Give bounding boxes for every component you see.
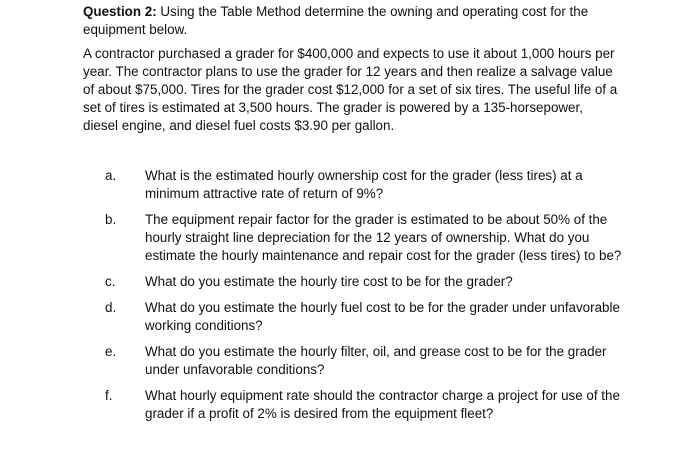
sub-question-marker: e. [105, 344, 117, 359]
sub-question-text: What do you estimate the hourly filter, oil, and grease cost to be for the grader under unfavorable conditions? [145, 344, 607, 377]
sub-question-e [105, 343, 637, 379]
sub-question-list [83, 167, 622, 423]
question-label: Question 2: [83, 4, 157, 19]
question-header [83, 3, 618, 39]
sub-question-marker: f. [105, 388, 113, 403]
sub-question-marker: a. [105, 168, 117, 183]
sub-question-text: What do you estimate the hourly tire cost to be for the grader? [145, 274, 513, 289]
sub-question-text: What hourly equipment rate should the contractor charge a project for use of the grader if a profit of 2% is desired from the equipment fleet? [145, 388, 620, 421]
sub-question-marker: b. [105, 212, 117, 227]
sub-question-text: What do you estimate the hourly fuel cost to be for the grader under unfavorable working conditions? [145, 300, 620, 333]
sub-question-marker: d. [105, 300, 117, 315]
question-prompt: Using the Table Method determine the owning and operating cost for the equipment below. [83, 4, 589, 37]
sub-question-marker: c. [105, 274, 116, 289]
problem-statement: A contractor purchased a grader for $400,000 and expects to use it about 1,000 hours per year. The contractor plans to use the grader for 12 years and then realize a salvage value of about $75,000. Tires for the grader cost $12,000 for a set of six tires. The useful life of a set of tires is estimated at 3,500 hours. The grader is powered by a 135-horsepower, diesel engine, and diesel fuel costs $3.90 per gallon. [83, 46, 618, 133]
sub-question-f [105, 387, 637, 423]
document-body [83, 3, 622, 431]
sub-question-text: The equipment repair factor for the grader is estimated to be about 50% of the hourly straight line depreciation for the 12 years of ownership. What do you estimate the hourly maintenance and repair cost for the grader (less tires) to be? [145, 212, 622, 263]
sub-question-c [105, 273, 637, 291]
sub-question-a [105, 167, 637, 203]
sub-question-d [105, 299, 637, 335]
sub-question-b [105, 211, 637, 265]
sub-question-text: What is the estimated hourly ownership cost for the grader (less tires) at a minimum attractive rate of return of 9%? [145, 168, 583, 201]
